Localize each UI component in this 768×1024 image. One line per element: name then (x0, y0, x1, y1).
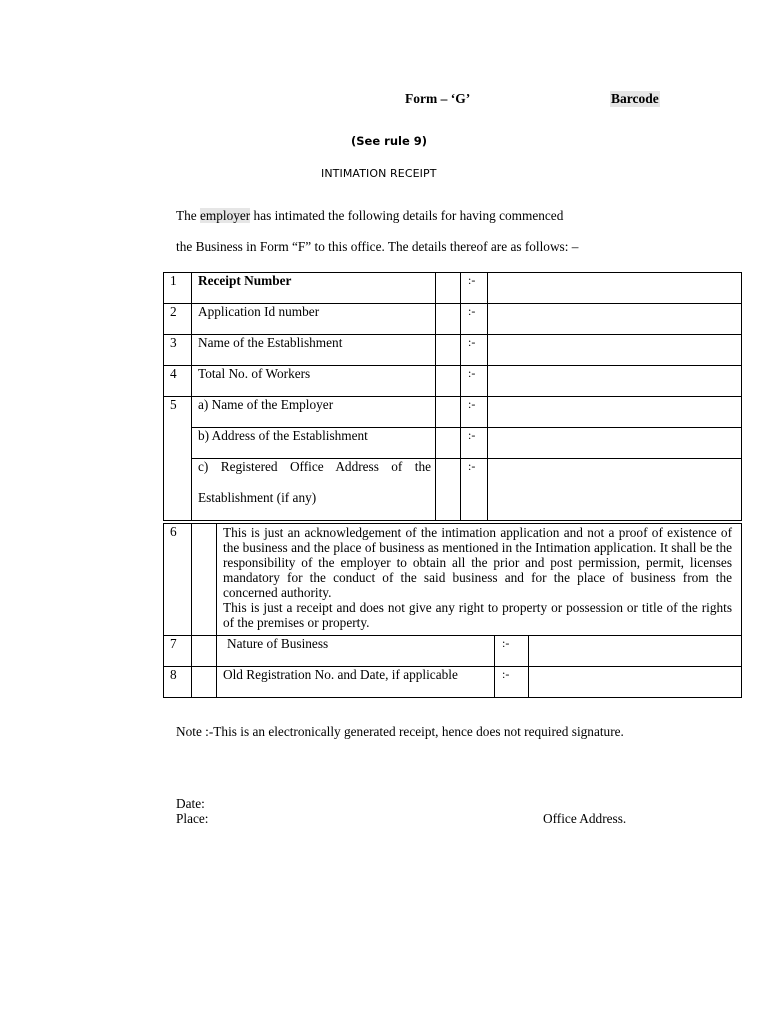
intro-text-start: The (176, 208, 200, 223)
separator: :- (495, 636, 529, 667)
spacer-cell (436, 397, 461, 428)
intro-text-end: has intimated the following details for having commenced (250, 208, 564, 223)
barcode-label: Barcode (611, 91, 659, 106)
form-title: Form – ‘G’ (405, 91, 471, 106)
details-table (163, 272, 742, 521)
spacer-cell (436, 304, 461, 335)
intro-line-1 (176, 208, 563, 224)
receipt-disclaimer: This is just a receipt and does not give any right to property or possession or title of the rights of the premises or property. (223, 600, 733, 630)
receipt-heading: INTIMATION RECEIPT (321, 167, 437, 180)
table-row (164, 397, 742, 428)
row-label: Nature of Business (217, 636, 495, 667)
table-row (164, 428, 742, 459)
spacer-cell (192, 524, 217, 636)
value-cell (488, 304, 742, 335)
value-cell (488, 459, 742, 521)
acknowledgement-paragraph: This is just an acknowledgement of the intimation application and not a proof of existence of the business and the place of business as mentioned in the Intimation application. It shall be the responsibility of the employer to obtain all the prior and post permission, permit, licenses mandatory for the conduct of the said business and for the place of business from the concerned authority. (223, 525, 733, 600)
table-row (164, 304, 742, 335)
date-label: Date: (176, 796, 205, 811)
row-label: a) Name of the Employer (192, 397, 436, 428)
separator: :- (461, 335, 488, 366)
separator: :- (461, 397, 488, 428)
row-number: 4 (164, 366, 192, 397)
row-number: 7 (164, 636, 192, 667)
separator: :- (495, 667, 529, 698)
row-label: Total No. of Workers (192, 366, 436, 397)
row-number: 3 (164, 335, 192, 366)
table-row (164, 273, 742, 304)
spacer-cell (192, 636, 217, 667)
separator: :- (461, 273, 488, 304)
spacer-cell (436, 428, 461, 459)
row-label-continued: Establishment (if any) (198, 490, 317, 505)
value-cell (488, 335, 742, 366)
spacer-cell (436, 335, 461, 366)
table-row (164, 524, 742, 636)
spacer-cell (436, 366, 461, 397)
value-cell (488, 397, 742, 428)
acknowledgement-table (163, 523, 742, 698)
row-number: 1 (164, 273, 192, 304)
table-row (164, 335, 742, 366)
acknowledgement-text (217, 524, 742, 636)
row-number: 5 (164, 397, 192, 521)
table-row (164, 366, 742, 397)
spacer-cell (436, 459, 461, 521)
table-row (164, 667, 742, 698)
row-label: Application Id number (192, 304, 436, 335)
office-address-label: Office Address. (543, 811, 627, 826)
place-label: Place: (176, 811, 209, 826)
signature-note: Note :-This is an electronically generated receipt, hence does not required signature. (176, 724, 624, 739)
rule-reference: (See rule 9) (351, 134, 428, 148)
row-number: 6 (164, 524, 192, 636)
row-label-multiline (192, 459, 436, 521)
value-cell (529, 667, 742, 698)
employer-highlight: employer (200, 208, 251, 223)
spacer-cell (192, 667, 217, 698)
separator: :- (461, 459, 488, 521)
value-cell (488, 366, 742, 397)
separator: :- (461, 304, 488, 335)
row-label: Old Registration No. and Date, if applicable (217, 667, 495, 698)
value-cell (488, 273, 742, 304)
row-label: b) Address of the Establishment (192, 428, 436, 459)
row-label: Receipt Number (192, 273, 436, 304)
value-cell (488, 428, 742, 459)
row-label: Name of the Establishment (192, 335, 436, 366)
value-cell (529, 636, 742, 667)
row-number: 8 (164, 667, 192, 698)
separator: :- (461, 366, 488, 397)
row-label: c) Registered Office Address of the (198, 459, 431, 474)
row-number: 2 (164, 304, 192, 335)
spacer-cell (436, 273, 461, 304)
intro-line-2: the Business in Form “F” to this office. The details thereof are as follows: – (176, 239, 579, 254)
separator: :- (461, 428, 488, 459)
table-row (164, 459, 742, 521)
table-row (164, 636, 742, 667)
